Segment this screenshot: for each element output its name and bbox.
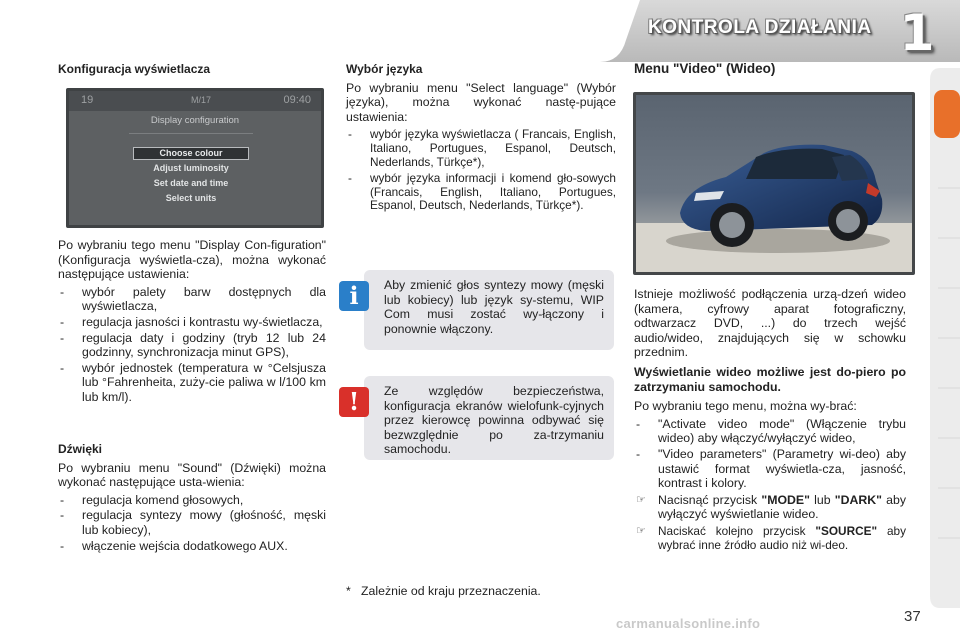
language-section [346, 62, 616, 214]
list-item: ☞ Naciskać kolejno przycisk "SOURCE" aby wybrać inne źródło audio niż wi-deo. [636, 523, 906, 552]
list-item: - regulacja daty i godziny (tryb 12 lub 24 godzinny, synchronizacja minut GPS), [60, 330, 326, 360]
language-intro: Po wybraniu menu "Select language" (Wybór języka), można wykonać nastę-pujące ustawienia: [346, 80, 616, 124]
tab-active [934, 90, 960, 138]
screen-menu-title: Display configuration [150, 115, 240, 126]
screen-menu-item[interactable]: Set date and time [153, 178, 229, 188]
warning-icon: ! [339, 387, 369, 417]
list-item: - regulacja jasności i kontrastu wy-świetlacza, [60, 314, 323, 329]
screen-status-mid: M/17 [191, 95, 212, 105]
screen-menu-item[interactable]: Select units [165, 193, 217, 203]
chapter-title: KONTROLA DZIAŁANIA [648, 17, 872, 38]
screen-menu-item-selected[interactable]: Choose colour [133, 147, 249, 160]
sounds-section [58, 442, 326, 554]
video-screen [633, 92, 915, 275]
video-body [634, 287, 906, 553]
list-item: ☞ Nacisnąć przycisk "MODE" lub "DARK" aby wyłączyć wyświetlanie wideo. [636, 492, 906, 522]
pointing-hand-icon: ☞ [636, 493, 646, 506]
screen-status-bar [69, 91, 321, 111]
list-item: - wybór palety barw dostępnych dla wyświetlacza, [60, 284, 326, 314]
video-heading-wrap [634, 62, 914, 77]
display-config-list [58, 285, 326, 405]
warning-note [364, 376, 614, 460]
info-note-text: Aby zmienić głos syntezy mowy (męski lub kobiecy) lub język sy-stemu, WIP Com musi zostać wy-łączony i ponownie włączony. [384, 278, 604, 336]
display-config-body [58, 238, 326, 406]
screen-clock: 09:40 [283, 94, 311, 106]
screen-status-left: 19 [81, 94, 94, 106]
watermark: carmanualsonline.info [616, 616, 761, 631]
video-subheading: Wyświetlanie wideo możliwe jest do-piero po zatrzymaniu samochodu. [634, 364, 906, 394]
chapter-tabs [926, 68, 960, 608]
screen-menu-item[interactable]: Adjust luminosity [153, 163, 229, 173]
pointing-hand-icon: ☞ [636, 524, 646, 537]
sounds-heading: Dźwięki [58, 442, 103, 456]
list-item: - regulacja komend głosowych, [60, 492, 244, 507]
sounds-intro: Po wybraniu menu "Sound" (Dźwięki) można wykonać następujące usta-wienia: [58, 460, 326, 490]
car-image [636, 95, 912, 272]
warning-note-text: Ze względów bezpieczeństwa, konfiguracja ekranów wielofunk-cyjnych przez kierowcę powinna odbywać się bezwzględnie po za-trzymaniu samochodu. [384, 384, 604, 457]
chapter-number: 1 [899, 4, 935, 62]
info-note [364, 270, 614, 350]
info-icon: i [339, 281, 369, 311]
language-heading: Wybór języka [346, 62, 423, 76]
language-list [346, 128, 616, 213]
list-item: - regulacja syntezy mowy (głośność, męski lub kobiecy), [60, 508, 326, 537]
footnote: * Zależnie od kraju przeznaczenia. [346, 584, 541, 598]
list-item: - wybór jednostek (temperatura w °Celsjusza lub °Fahrenheita, zuży-cie paliwa w l/100 km lub km/l). [60, 360, 326, 404]
list-item: - włączenie wejścia dodatkowego AUX. [60, 538, 288, 553]
display-config-section [58, 62, 328, 77]
video-actions [634, 493, 906, 552]
list-item: - wybór języka informacji i komend gło-sowych (Francais, English, Italiano, Portugues, Espanol, Deutsch, Nederlands, Türkçe*). [348, 171, 616, 213]
list-item: - wybór języka wyświetlacza ( Francais, English, Italiano, Portugues, Espanol, Deutsch, Nederlands, Türkçe*), [348, 127, 616, 169]
list-item: - "Activate video mode" (Włączenie trybu wideo) aby włączyć/wyłączyć wideo, [636, 416, 906, 446]
video-list [634, 417, 906, 491]
display-config-heading: Konfiguracja wyświetlacza [58, 62, 211, 76]
display-config-intro: Po wybraniu tego menu "Display Con-figuration" (Konfiguracja wyświetla-cza), można wykonać następujące ustawienia: [58, 238, 326, 282]
display-config-screen [66, 88, 324, 228]
video-heading: Menu "Video" (Wideo) [634, 61, 776, 76]
page-number: 37 [904, 608, 921, 625]
video-intro2: Po wybraniu tego menu, można wy-brać: [634, 399, 857, 414]
video-intro: Istnieje możliwość podłączenia urzą-dzeń wideo (kamera, cyfrowy aparat fotograficzny, odtwarzacz DVD, ...) do trzech wejść audio/wideo, znajdujących się w schowku przednim. [634, 287, 906, 360]
list-item: - "Video parameters" (Parametry wi-deo) aby ustawić format wyświetla-cza, jasność, kontrast i kolory. [636, 446, 906, 491]
sounds-list [58, 493, 326, 553]
